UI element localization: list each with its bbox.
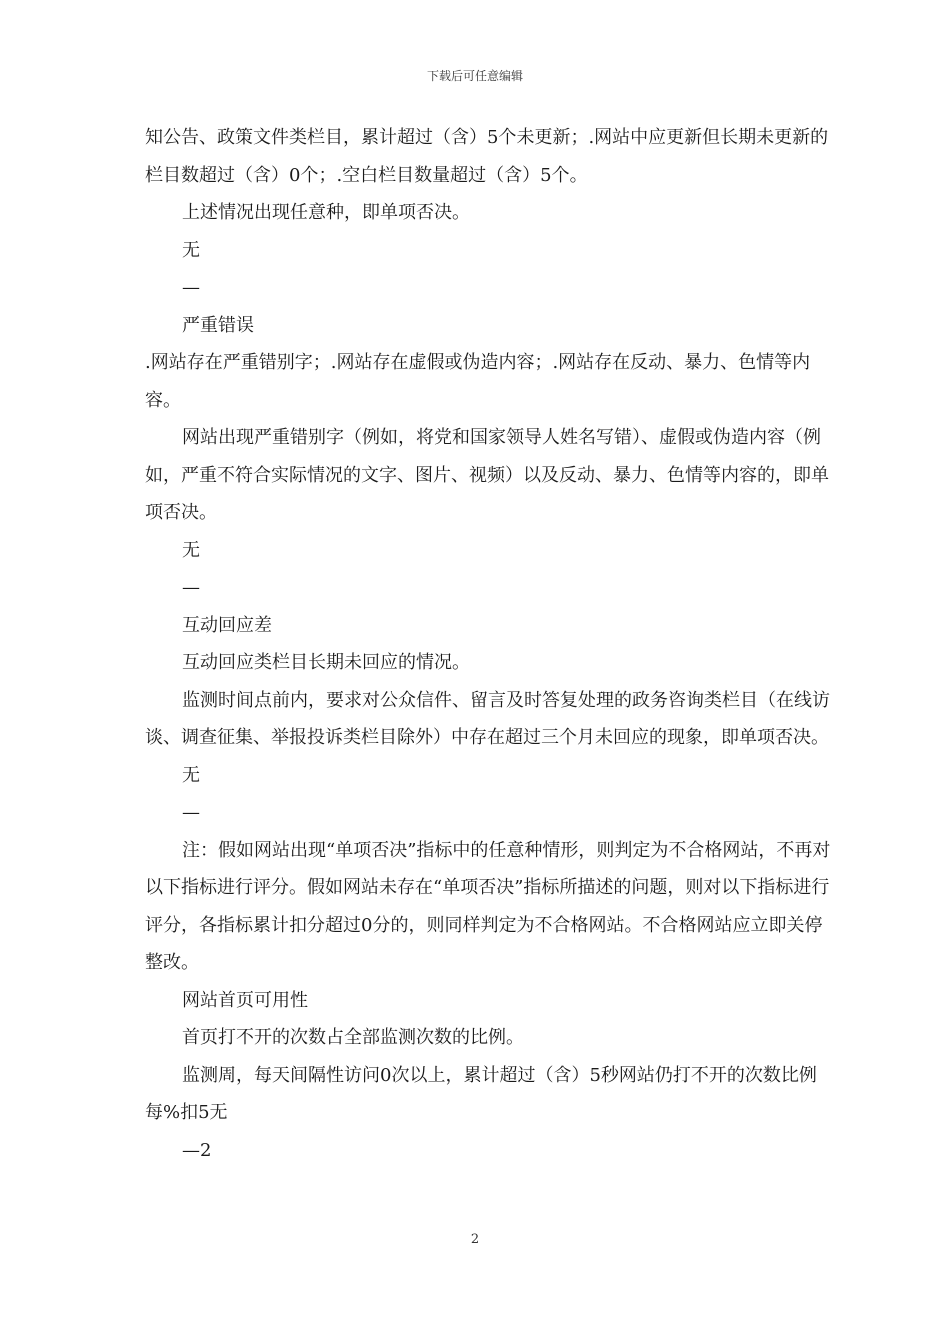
document-body [145, 119, 835, 1169]
paragraph: 无 [182, 539, 200, 561]
paragraph: — [182, 577, 200, 598]
paragraph: 无 [182, 239, 200, 261]
page-number: 2 [470, 1232, 480, 1247]
paragraph: 注：假如网站出现“单项否决”指标中的任意种情形，则判定为不合格网站，不再对以下指标进行评分。假如网站未存在“单项否决”指标所描述的问题，则对以下指标进行评分，各指标累计扣分超过0分的，则同样判定为不合格网站。不合格网站应立即关停整改。 [145, 839, 831, 973]
paragraph: .网站存在严重错别字；.网站存在虚假或伪造内容；.网站存在反动、暴力、色情等内容。 [145, 352, 811, 411]
paragraph: 上述情况出现任意种，即单项否决。 [182, 202, 470, 223]
paragraph: 网站出现严重错别字（例如，将党和国家领导人姓名写错）、虚假或伪造内容（例如，严重不符合实际情况的文字、图片、视频）以及反动、暴力、色情等内容的，即单项否决。 [145, 427, 829, 523]
paragraph: 监测时间点前内，要求对公众信件、留言及时答复处理的政务咨询类栏目（在线访谈、调查征集、举报投诉类栏目除外）中存在超过三个月未回应的现象，即单项否决。 [145, 689, 830, 748]
paragraph: 首页打不开的次数占全部监测次数的比例。 [182, 1027, 524, 1048]
paragraph: —2 [182, 1139, 212, 1161]
paragraph: 无 [182, 764, 200, 786]
paragraph: — [182, 802, 200, 823]
paragraph: 知公告、政策文件类栏目，累计超过（含）5个未更新；.网站中应更新但长期未更新的栏目数超过（含）0个；.空白栏目数量超过（含）5个。 [145, 127, 829, 186]
paragraph: 网站首页可用性 [182, 989, 308, 1011]
paragraph: 互动回应差 [182, 614, 272, 636]
paragraph: 监测周，每天间隔性访问0次以上，累计超过（含）5秒网站仍打不开的次数比例每%扣5无 [145, 1064, 817, 1123]
paragraph: 互动回应类栏目长期未回应的情况。 [182, 652, 470, 673]
paragraph: 严重错误 [182, 314, 254, 336]
page-header: 下载后可任意编辑 [426, 69, 523, 83]
paragraph: — [182, 277, 200, 298]
